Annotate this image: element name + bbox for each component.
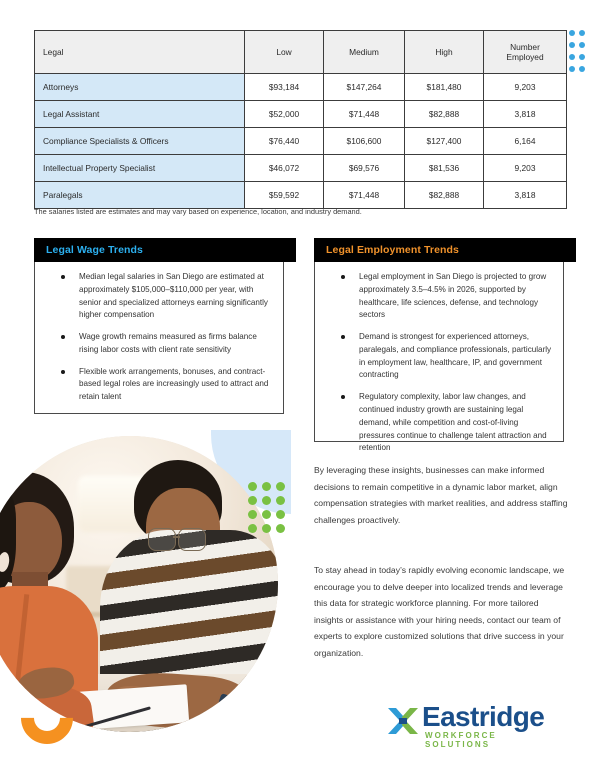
table-header-row bbox=[35, 31, 567, 74]
blue-dot-icon bbox=[569, 30, 575, 36]
blue-dot-icon bbox=[579, 42, 585, 48]
cell-role: Attorneys bbox=[35, 74, 245, 101]
green-dot-decoration bbox=[248, 482, 290, 538]
green-dot-icon bbox=[248, 496, 257, 505]
list-item: Wage growth remains measured as firms balance rising labor costs with client rate sensitivity bbox=[61, 331, 273, 357]
cell-role: Legal Assistant bbox=[35, 101, 245, 128]
blue-dot-icon bbox=[569, 66, 575, 72]
cell-medium: $106,600 bbox=[324, 128, 405, 155]
cell-employed: 3,818 bbox=[484, 101, 567, 128]
cell-medium: $71,448 bbox=[324, 182, 405, 209]
column-header-number-employed bbox=[484, 31, 567, 74]
salary-table-container bbox=[34, 30, 566, 209]
cell-role: Intellectual Property Specialist bbox=[35, 155, 245, 182]
blue-dot-icon bbox=[579, 54, 585, 60]
cell-employed: 3,818 bbox=[484, 182, 567, 209]
legal-wage-trends-list bbox=[39, 271, 273, 404]
table-row bbox=[35, 74, 567, 101]
green-dot-icon bbox=[276, 482, 285, 491]
cell-high: $127,400 bbox=[405, 128, 484, 155]
green-dot-icon bbox=[248, 482, 257, 491]
cell-low: $52,000 bbox=[245, 101, 324, 128]
list-item: Demand is strongest for experienced attorneys, paralegals, and compliance professionals, particularly in employment law, healthcare, IP, and government contracting bbox=[341, 331, 553, 382]
cell-medium: $147,264 bbox=[324, 74, 405, 101]
green-dot-icon bbox=[262, 482, 271, 491]
green-dot-icon bbox=[248, 524, 257, 533]
legal-employment-trends-list bbox=[319, 271, 553, 455]
header-line-2: Employed bbox=[506, 52, 544, 62]
list-item: Regulatory complexity, labor law changes, and continued industry growth are sustaining legal demand, while competition and cost-of-living pressures continue to challenge talent attraction and retention bbox=[341, 391, 553, 455]
cell-high: $82,888 bbox=[405, 101, 484, 128]
closing-paragraph-2: To stay ahead in today’s rapidly evolving economic landscape, we encourage you to delve deeper into localized trends and leverage this data for strategic workforce planning. For more tailored insights or assistance with your hiring needs, contact our team of experts to explore customized solutions that drive success in your organization. bbox=[314, 565, 565, 658]
list-item: Flexible work arrangements, bonuses, and contract-based legal roles are increasingly used to attract and retain talent bbox=[61, 366, 273, 404]
cell-low: $93,184 bbox=[245, 74, 324, 101]
eastridge-tagline: WORKFORCE SOLUTIONS bbox=[425, 731, 497, 749]
blue-dot-icon bbox=[579, 30, 585, 36]
green-dot-icon bbox=[248, 510, 257, 519]
cell-role: Compliance Specialists & Officers bbox=[35, 128, 245, 155]
legal-wage-trends-body bbox=[34, 262, 284, 414]
cell-role: Paralegals bbox=[35, 182, 245, 209]
legal-wage-trends-title: Legal Wage Trends bbox=[34, 238, 296, 262]
legal-employment-trends-callout bbox=[314, 238, 564, 453]
header-line-1: Number bbox=[510, 41, 540, 52]
cell-employed: 9,203 bbox=[484, 74, 567, 101]
photo-composition bbox=[0, 430, 300, 776]
legal-employment-trends-title: Legal Employment Trends bbox=[314, 238, 576, 262]
green-dot-icon bbox=[276, 510, 285, 519]
eastridge-x-mark-icon bbox=[386, 706, 420, 736]
table-row bbox=[35, 101, 567, 128]
blue-dot-icon bbox=[579, 66, 585, 72]
cell-high: $82,888 bbox=[405, 182, 484, 209]
legal-wage-trends-callout bbox=[34, 238, 284, 414]
team-photo bbox=[0, 436, 278, 732]
cell-medium: $69,576 bbox=[324, 155, 405, 182]
cell-low: $46,072 bbox=[245, 155, 324, 182]
table-row bbox=[35, 155, 567, 182]
cell-high: $181,480 bbox=[405, 74, 484, 101]
list-item: Median legal salaries in San Diego are estimated at approximately $105,000–$110,000 per year, with senior and specialized attorneys earning significantly higher compensation bbox=[61, 271, 273, 322]
green-dot-icon bbox=[262, 524, 271, 533]
eastridge-wordmark: Eastridge bbox=[422, 701, 545, 732]
blue-dot-icon bbox=[569, 42, 575, 48]
cell-employed: 9,203 bbox=[484, 155, 567, 182]
column-header-high: High bbox=[405, 31, 484, 74]
photo-man-glasses-right bbox=[178, 528, 206, 551]
green-dot-icon bbox=[276, 496, 285, 505]
list-item: Legal employment in San Diego is projected to grow approximately 3.5–4.5% in 2026, supported by healthcare, life sciences, defense, and technology sectors bbox=[341, 271, 553, 322]
blue-dot-icon bbox=[569, 54, 575, 60]
column-header-medium: Medium bbox=[324, 31, 405, 74]
cell-medium: $71,448 bbox=[324, 101, 405, 128]
closing-paragraph-1: By leveraging these insights, businesses can make informed decisions to remain competitive in a dynamic labor market, align compensation strategies with market realities, and address staffing challenges proactively. bbox=[314, 465, 568, 525]
photo-man-glasses-left bbox=[148, 528, 176, 551]
cell-high: $81,536 bbox=[405, 155, 484, 182]
cell-employed: 6,164 bbox=[484, 128, 567, 155]
column-header-legal: Legal bbox=[35, 31, 245, 74]
eastridge-logo bbox=[386, 702, 566, 748]
green-dot-icon bbox=[262, 510, 271, 519]
green-dot-icon bbox=[262, 496, 271, 505]
cell-low: $76,440 bbox=[245, 128, 324, 155]
salary-table bbox=[34, 30, 567, 209]
cell-low: $59,592 bbox=[245, 182, 324, 209]
table-footnote: The salaries listed are estimates and may vary based on experience, location, and industry demand. bbox=[34, 207, 362, 216]
green-dot-icon bbox=[276, 524, 285, 533]
photo-man-glasses-bridge bbox=[173, 536, 180, 538]
legal-employment-trends-body bbox=[314, 262, 564, 453]
column-header-low: Low bbox=[245, 31, 324, 74]
blue-dot-decoration bbox=[569, 30, 589, 78]
table-row bbox=[35, 128, 567, 155]
table-row bbox=[35, 182, 567, 209]
